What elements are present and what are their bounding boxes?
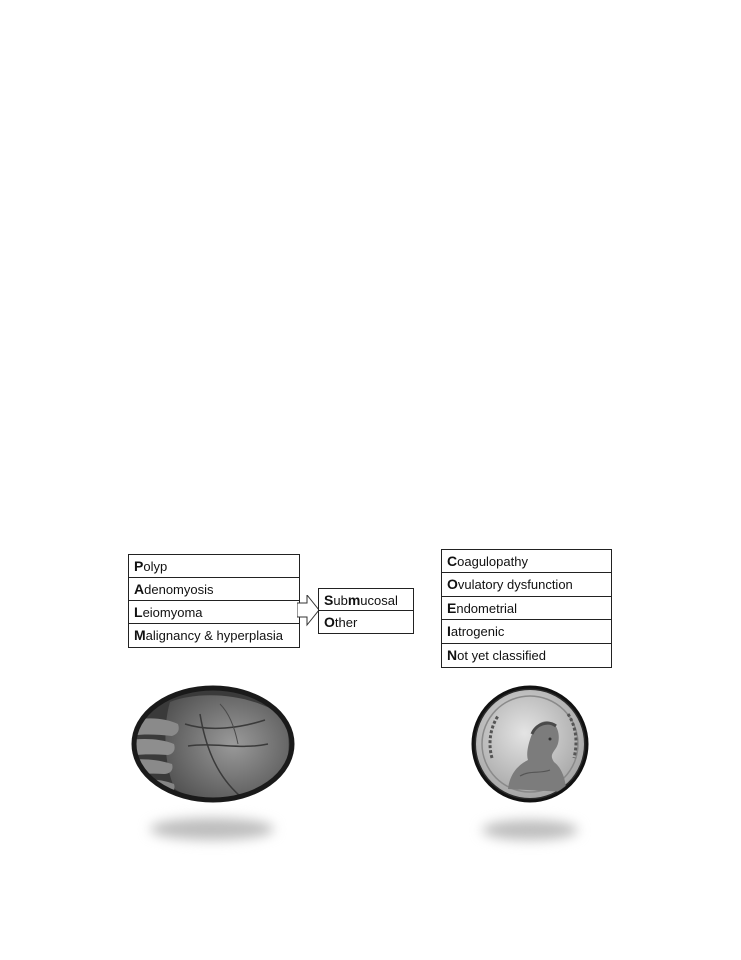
coein-item-ovulatory: Ovulatory dysfunction xyxy=(442,573,611,596)
coin-shadow xyxy=(482,820,578,840)
coein-item-coagulopathy: Coagulopathy xyxy=(442,550,611,573)
palm-item-leiomyoma: Leiomyoma xyxy=(129,601,299,624)
palm-item-polyp: Polyp xyxy=(129,555,299,578)
coin-portrait-icon xyxy=(470,684,590,804)
palm-item-malignancy: Malignancy & hyperplasia xyxy=(134,627,283,643)
subclass-item-other: Other xyxy=(324,614,358,630)
palm-item-adenomyosis: Adenomyosis xyxy=(129,578,299,601)
coein-classification-box xyxy=(441,549,612,668)
leiomyoma-subclass-box xyxy=(318,588,414,634)
palm-shadow xyxy=(150,818,274,840)
coein-item-not-classified: Not yet classified xyxy=(447,646,546,663)
coein-item-iatrogenic: Iatrogenic xyxy=(442,620,611,643)
palm-classification-box xyxy=(128,554,300,648)
subclass-item-submucosal: Submucosal xyxy=(319,589,413,611)
coein-item-endometrial: Endometrial xyxy=(442,597,611,620)
palm-hand-icon xyxy=(130,684,296,804)
